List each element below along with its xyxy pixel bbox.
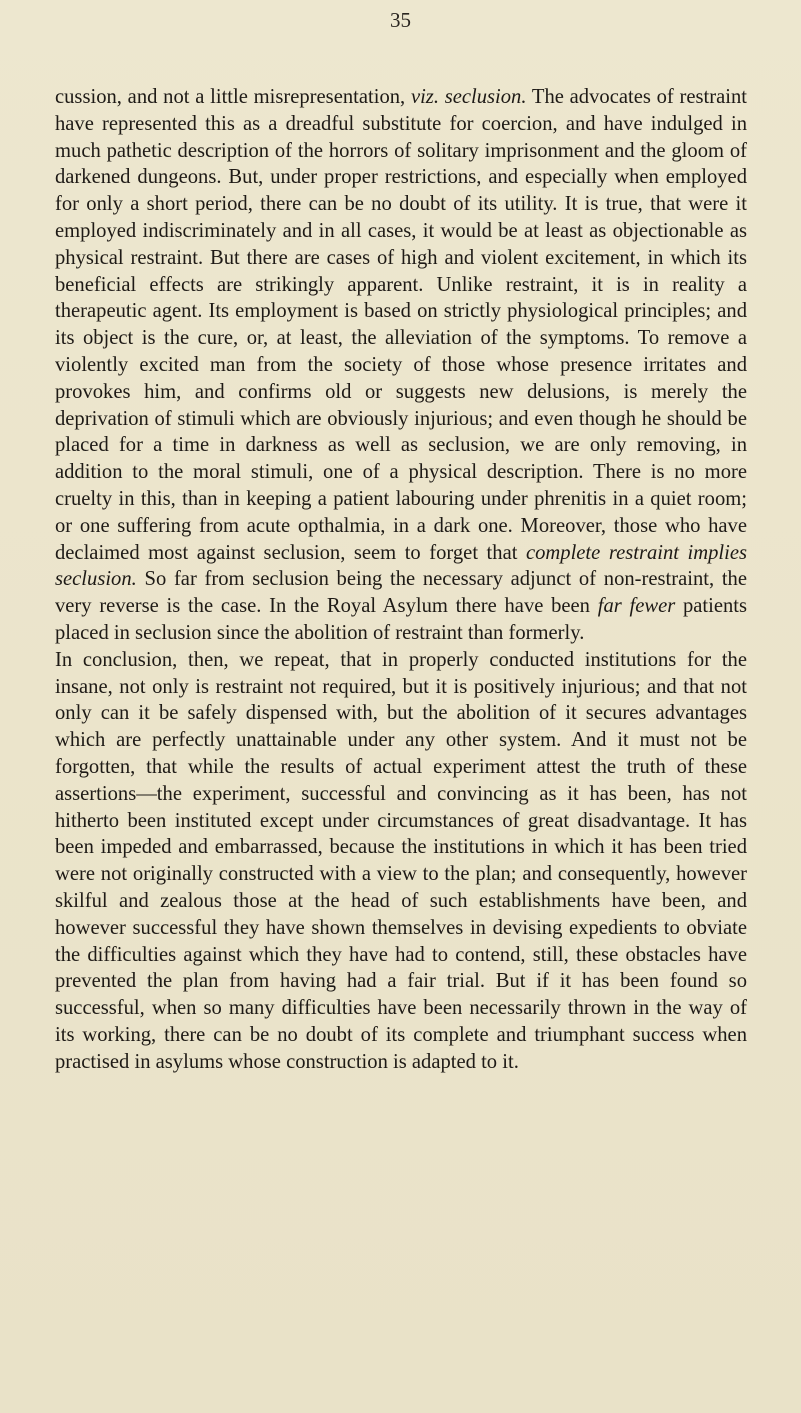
p1-text-4: patients placed in seclusion since the abolition of restraint than formerly. bbox=[55, 595, 748, 644]
p1-text-2: The advocates of restraint have represented this as a dreadful substitute for coercion, and have indulged in much pathetic description of the horrors of solitary imprisonment and the gloom of darkened dungeons. But, under proper restrictions, and especially when employed for only a short period, there can be no doubt of its utility. It is true, that were it employed indiscriminately and in all cases, it would be at least as objectionable as physical restraint. But there are cases of high and violent excitement, in which its beneficial effects are strikingly apparent. Unlike restraint, it is in reality a therapeutic agent. Its employment is based on strictly physiological principles; and its object is the cure, or, at least, the alleviation of the symptoms. To remove a violently excited man from the society of those whose presence irritates and provokes him, and confirms old or suggests new delusions, is merely the deprivation of stimuli which are obviously injurious; and even though he should be placed for a time in darkness as well as seclusion, we are only removing, in addition to the moral stimuli, one of a physical description. There is no more cruelty in this, than in keeping a patient labouring under phrenitis in a quiet room; or one suffering from acute opthalmia, in a dark one. Moreover, those who have declaimed most against seclusion, seem to forget that bbox=[55, 86, 747, 564]
page-number: 35 bbox=[390, 8, 411, 32]
body-text bbox=[55, 84, 747, 1075]
p1-italic-complete-restraint: complete restraint implies seclusion. bbox=[55, 541, 748, 591]
paragraph-1 bbox=[55, 84, 747, 647]
p1-text-1: cussion, and not a little misrepresentation, bbox=[55, 86, 411, 108]
p1-italic-viz-seclusion: viz. seclusion. bbox=[410, 86, 527, 108]
p2-text-1: In conclusion, then, we repeat, that in properly conducted institutions for the insane, not only is restraint not required, but it is positively injurious; and that not only can it be safely dispensed with, but the abolition of it secures advantages which are perfectly unattainable under any other system. And it must not be forgotten, that while the results of actual experiment attest the truth of these assertions—the experiment, successful and convincing as it has been, has not hitherto been instituted except under circumstances of great disadvantage. It has been impeded and embarrassed, because the institutions in which it has been tried were not originally constructed with a view to the plan; and consequently, however skilful and zealous those at the head of such establishments have been, and however successful they have shown themselves in devising expedients to obviate the difficulties against which they have had to contend, still, these obstacles have prevented the plan from having had a fair trial. But if it has been found so successful, when so many difficulties have been necessarily thrown in the way of its working, there can be no doubt of its complete and triumphant success when practised in asylums whose construction is adapted to it. bbox=[55, 648, 747, 1073]
p1-italic-far-fewer: far fewer bbox=[597, 595, 676, 618]
p1-text-3: So far from seclusion being the necessary adjunct of non-restraint, the very reverse is the case. In the Royal Asylum there have been bbox=[55, 568, 747, 618]
paragraph-2 bbox=[55, 647, 747, 1076]
